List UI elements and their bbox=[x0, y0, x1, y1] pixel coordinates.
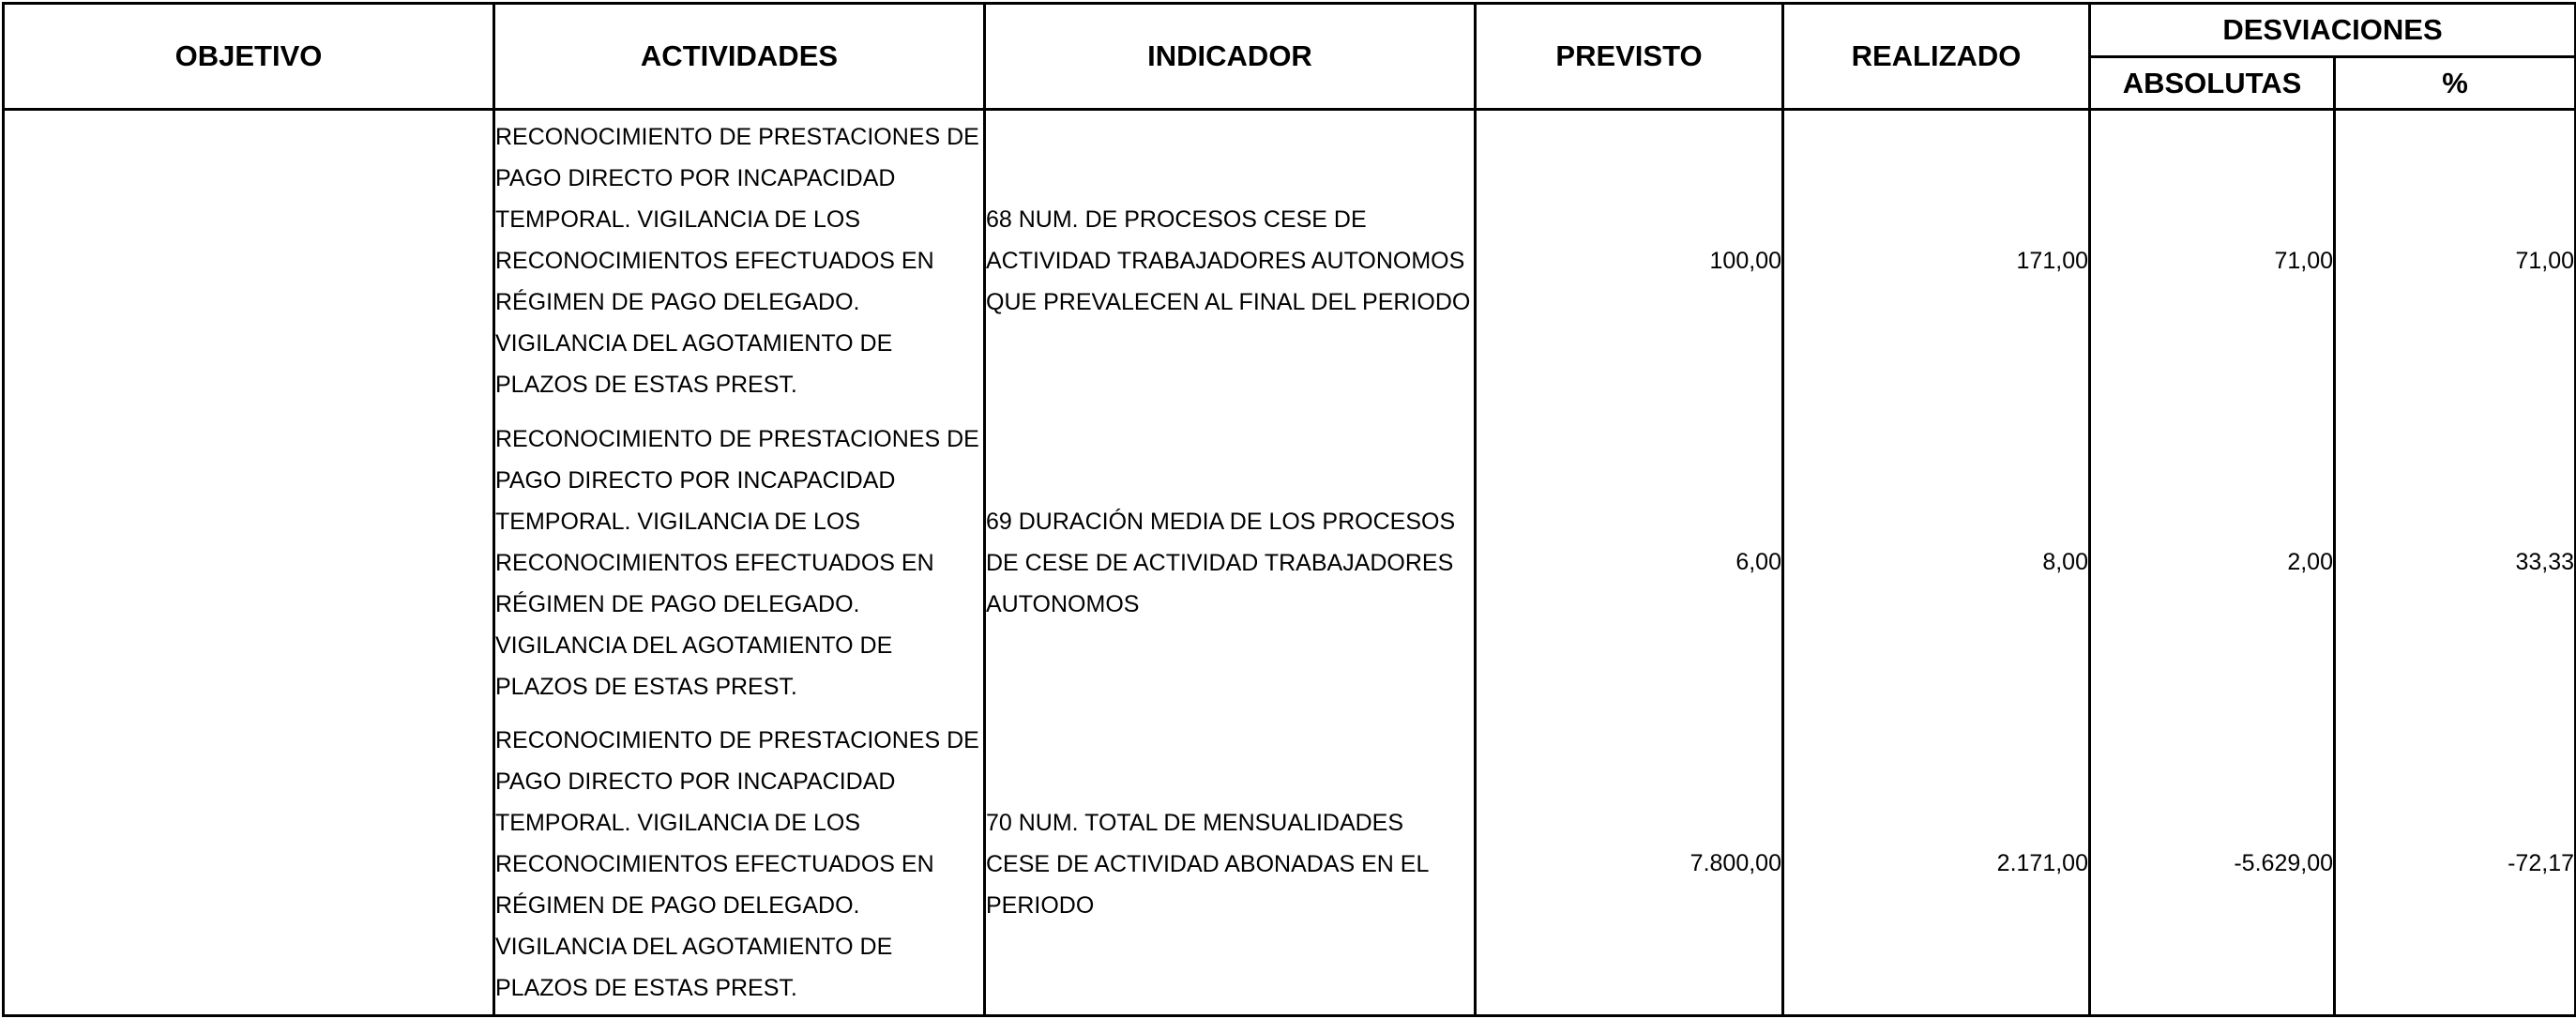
cell-previsto: 6,00 bbox=[1476, 412, 1783, 714]
cell-porcentaje: 33,33 bbox=[2335, 412, 2576, 714]
indicators-table bbox=[2, 2, 2576, 1017]
cell-indicador bbox=[985, 110, 1476, 412]
actividades-text: RECONOCIMIENTO DE PRESTACIONES DE PAGO DIRECTO POR INCAPACIDAD TEMPORAL. VIGILANCIA DE LOS RECONOCIMIENTOS EFECTUADOS EN RÉGIMEN DE PAGO DELEGADO. VIGILANCIA DEL AGOTAMIENTO DE PLAZOS DE ESTAS PREST. bbox=[495, 425, 979, 700]
cell-indicador bbox=[985, 412, 1476, 714]
cell-indicador bbox=[985, 714, 1476, 1016]
header-realizado: REALIZADO bbox=[1783, 4, 2090, 110]
table-header bbox=[4, 4, 2576, 110]
indicador-text: 70 NUM. TOTAL DE MENSUALIDADES CESE DE ACTIVIDAD ABONADAS EN EL PERIODO bbox=[986, 809, 1429, 919]
cell-absolutas: 2,00 bbox=[2090, 412, 2335, 714]
cell-realizado: 171,00 bbox=[1783, 110, 2090, 412]
cell-actividades bbox=[494, 412, 985, 714]
cell-porcentaje: 71,00 bbox=[2335, 110, 2576, 412]
header-desviaciones: DESVIACIONES bbox=[2090, 4, 2576, 57]
actividades-text: RECONOCIMIENTO DE PRESTACIONES DE PAGO DIRECTO POR INCAPACIDAD TEMPORAL. VIGILANCIA DE LOS RECONOCIMIENTOS EFECTUADOS EN RÉGIMEN DE PAGO DELEGADO. VIGILANCIA DEL AGOTAMIENTO DE PLAZOS DE ESTAS PREST. bbox=[495, 124, 979, 399]
cell-objetivo bbox=[4, 110, 494, 412]
cell-objetivo bbox=[4, 412, 494, 714]
table-row bbox=[4, 110, 2576, 412]
indicador-text: 68 NUM. DE PROCESOS CESE DE ACTIVIDAD TRABAJADORES AUTONOMOS QUE PREVALECEN AL FINAL DEL PERIODO bbox=[986, 206, 1471, 316]
header-objetivo: OBJETIVO bbox=[4, 4, 494, 110]
header-porcentaje: % bbox=[2335, 57, 2576, 110]
header-previsto: PREVISTO bbox=[1476, 4, 1783, 110]
cell-previsto: 7.800,00 bbox=[1476, 714, 1783, 1016]
cell-actividades bbox=[494, 714, 985, 1016]
cell-realizado: 8,00 bbox=[1783, 412, 2090, 714]
cell-previsto: 100,00 bbox=[1476, 110, 1783, 412]
table-body bbox=[4, 110, 2576, 1016]
cell-porcentaje: -72,17 bbox=[2335, 714, 2576, 1016]
header-actividades: ACTIVIDADES bbox=[494, 4, 985, 110]
cell-actividades bbox=[494, 110, 985, 412]
cell-absolutas: -5.629,00 bbox=[2090, 714, 2335, 1016]
actividades-text: RECONOCIMIENTO DE PRESTACIONES DE PAGO DIRECTO POR INCAPACIDAD TEMPORAL. VIGILANCIA DE LOS RECONOCIMIENTOS EFECTUADOS EN RÉGIMEN DE PAGO DELEGADO. VIGILANCIA DEL AGOTAMIENTO DE PLAZOS DE ESTAS PREST. bbox=[495, 726, 979, 1001]
table-row bbox=[4, 412, 2576, 714]
cell-realizado: 2.171,00 bbox=[1783, 714, 2090, 1016]
cell-objetivo bbox=[4, 714, 494, 1016]
header-absolutas: ABSOLUTAS bbox=[2090, 57, 2335, 110]
table-row bbox=[4, 714, 2576, 1016]
indicador-text: 69 DURACIÓN MEDIA DE LOS PROCESOS DE CESE DE ACTIVIDAD TRABAJADORES AUTONOMOS bbox=[986, 508, 1456, 617]
header-row-primary bbox=[4, 4, 2576, 57]
header-indicador: INDICADOR bbox=[985, 4, 1476, 110]
cell-absolutas: 71,00 bbox=[2090, 110, 2335, 412]
